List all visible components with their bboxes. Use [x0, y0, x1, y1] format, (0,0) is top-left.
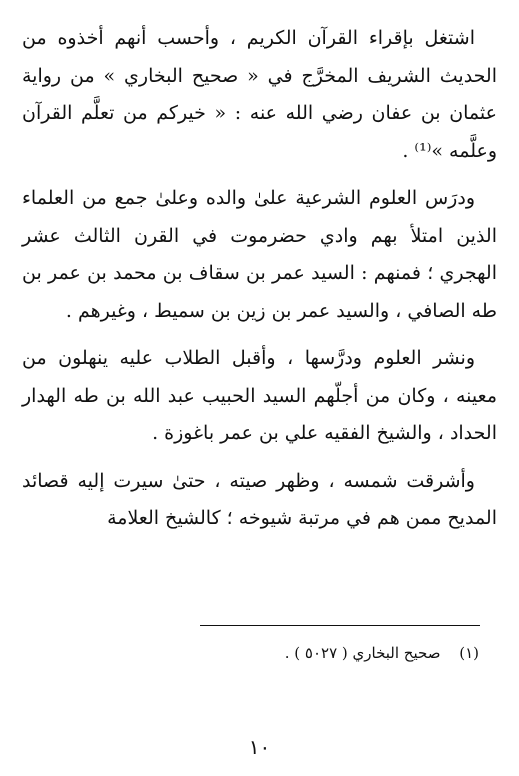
footnote-text: صحيح البخاري ( ٥٠٢٧ ) . [284, 644, 441, 662]
footnote-marker: (١) [459, 644, 479, 662]
paragraph-1: اشتغل بإقراء القرآن الكريم ، وأحسب أنهم أخذوه من الحديث الشريف المخرَّج في « صحيح البخاري » من رواية عثمان بن عفان رضي الله عنه : « خيركم من تعلَّم القرآن وعلَّمه »⁽¹⁾ . [22, 27, 497, 162]
footnote-divider [200, 625, 480, 626]
footnote [40, 642, 479, 664]
main-text [22, 20, 497, 538]
paragraph-2: ودرَس العلوم الشرعية علىٰ والده وعلىٰ جمع من العلماء الذين امتلأ بهم وادي حضرموت في القرن الثالث عشر الهجري ؛ فمنهم : السيد عمر بن سقاف بن محمد بن عمر بن طه الصافي ، والسيد عمر بن زين بن سميط ، وغيرهم . [22, 187, 497, 322]
page-number: ١٠ [248, 735, 271, 759]
paragraph-3: ونشر العلوم ودرَّسها ، وأقبل الطلاب عليه ينهلون من معينه ، وكان من أجلّهم السيد الحبيب عبد الله بن طه الهدار الحداد ، والشيخ الفقيه علي بن عمر باغوزة . [22, 347, 497, 444]
paragraph-4: وأشرقت شمسه ، وظهر صيته ، حتىٰ سيرت إليه قصائد المديح ممن هم في مرتبة شيوخه ؛ كالشيخ العلامة [22, 469, 497, 529]
